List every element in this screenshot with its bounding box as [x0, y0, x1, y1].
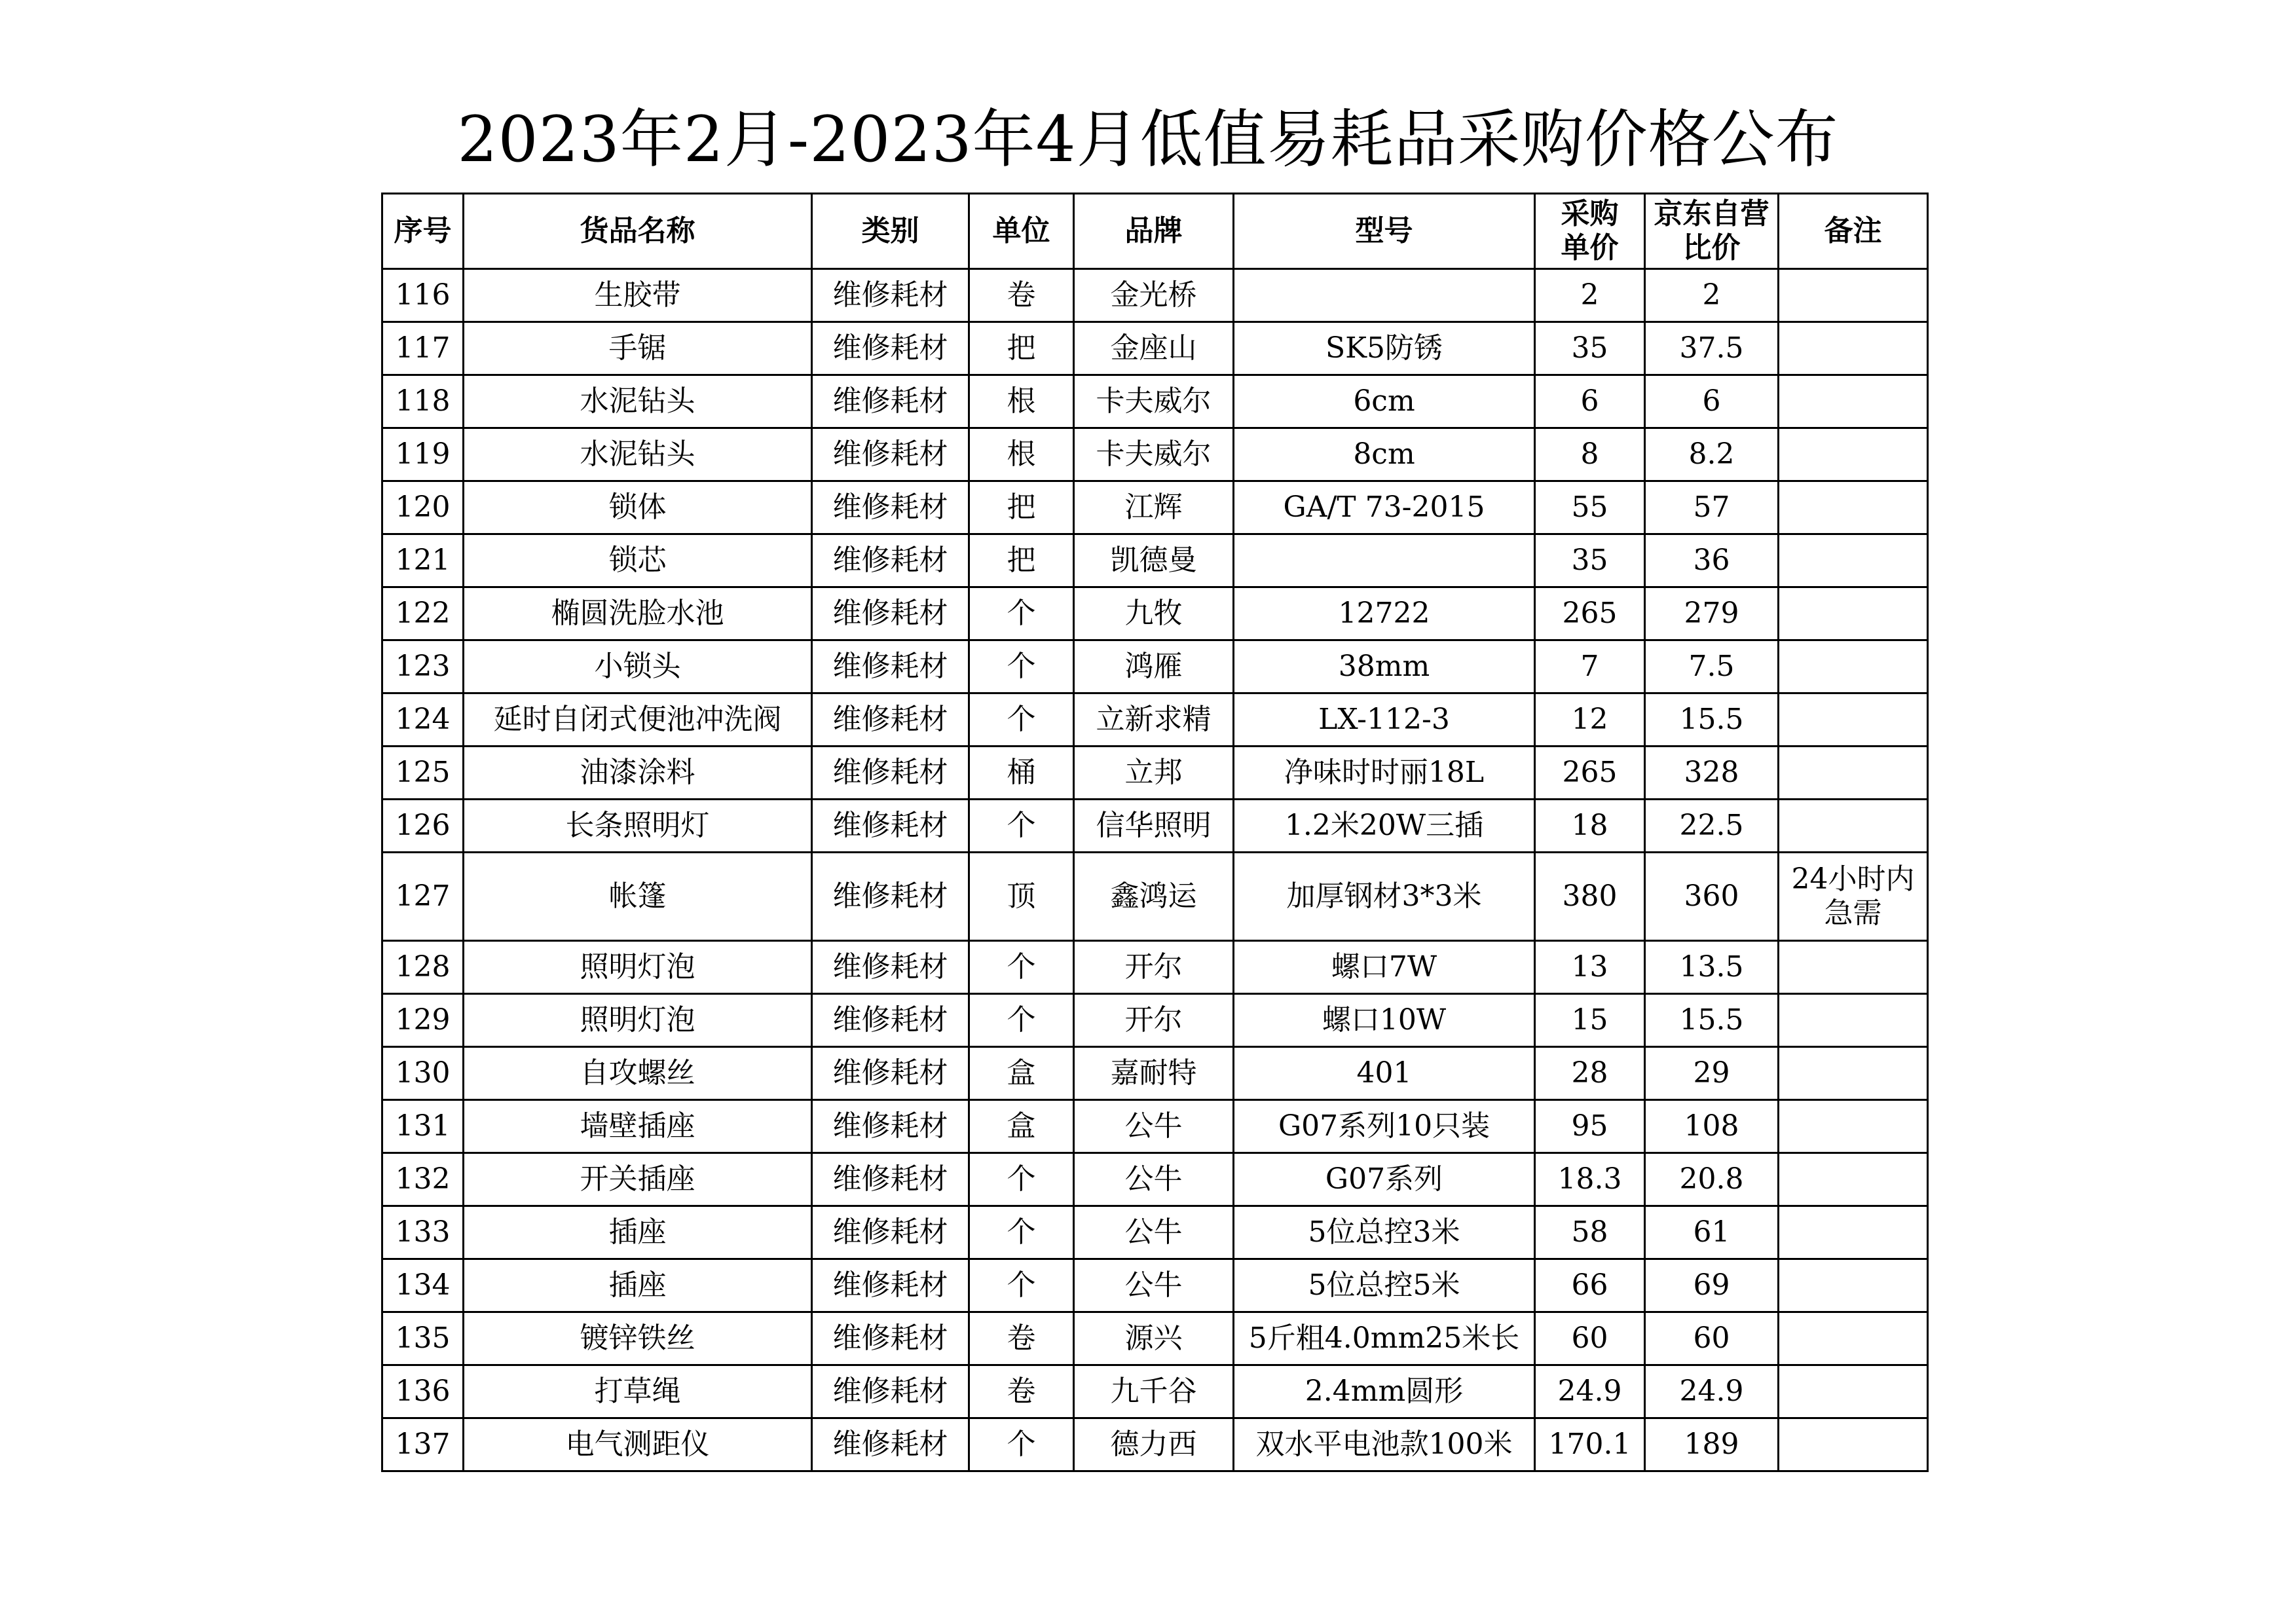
- cell-jd-price: 37.5: [1645, 322, 1779, 375]
- cell-category: 维修耗材: [812, 428, 969, 481]
- cell-brand: 九牧: [1074, 587, 1234, 640]
- cell-remark: [1779, 800, 1928, 853]
- table-row: [382, 853, 1928, 941]
- table-row: [382, 534, 1928, 587]
- cell-name: 小锁头: [464, 640, 812, 693]
- table-row: [382, 693, 1928, 747]
- cell-brand: 德力西: [1074, 1418, 1234, 1471]
- cell-purchase-price: 60: [1535, 1312, 1645, 1365]
- price-table: [381, 193, 1929, 1472]
- cell-remark: [1779, 375, 1928, 428]
- cell-unit: 个: [969, 1259, 1074, 1312]
- cell-remark: 24小时内急需: [1779, 853, 1928, 941]
- cell-jd-price: 15.5: [1645, 693, 1779, 747]
- table-row: [382, 747, 1928, 800]
- cell-remark: [1779, 994, 1928, 1047]
- cell-category: 维修耗材: [812, 1206, 969, 1259]
- header-purchase-price-line1: 采购: [1561, 197, 1619, 231]
- cell-category: 维修耗材: [812, 693, 969, 747]
- cell-purchase-price: 95: [1535, 1100, 1645, 1153]
- cell-remark: [1779, 941, 1928, 994]
- cell-model: 6cm: [1234, 375, 1535, 428]
- header-name: 货品名称: [464, 194, 812, 269]
- cell-name: 镀锌铁丝: [464, 1312, 812, 1365]
- cell-category: 维修耗材: [812, 640, 969, 693]
- cell-purchase-price: 170.1: [1535, 1418, 1645, 1471]
- cell-unit: 个: [969, 1418, 1074, 1471]
- cell-brand: 公牛: [1074, 1206, 1234, 1259]
- cell-category: 维修耗材: [812, 853, 969, 941]
- header-purchase-price-line2: 单价: [1561, 231, 1619, 265]
- cell-name: 照明灯泡: [464, 941, 812, 994]
- cell-name: 油漆涂料: [464, 747, 812, 800]
- cell-category: 维修耗材: [812, 534, 969, 587]
- cell-index: 122: [382, 587, 464, 640]
- cell-purchase-price: 66: [1535, 1259, 1645, 1312]
- cell-brand: 嘉耐特: [1074, 1047, 1234, 1100]
- cell-purchase-price: 24.9: [1535, 1365, 1645, 1418]
- header-unit: 单位: [969, 194, 1074, 269]
- cell-jd-price: 24.9: [1645, 1365, 1779, 1418]
- cell-brand: 立邦: [1074, 747, 1234, 800]
- cell-name: 手锯: [464, 322, 812, 375]
- cell-jd-price: 57: [1645, 481, 1779, 534]
- cell-jd-price: 360: [1645, 853, 1779, 941]
- cell-unit: 个: [969, 994, 1074, 1047]
- cell-unit: 个: [969, 1206, 1074, 1259]
- table-row: [382, 1153, 1928, 1206]
- cell-purchase-price: 18.3: [1535, 1153, 1645, 1206]
- cell-model: SK5防锈: [1234, 322, 1535, 375]
- table-row: [382, 587, 1928, 640]
- cell-unit: 个: [969, 587, 1074, 640]
- cell-jd-price: 8.2: [1645, 428, 1779, 481]
- cell-purchase-price: 265: [1535, 747, 1645, 800]
- cell-unit: 个: [969, 693, 1074, 747]
- cell-category: 维修耗材: [812, 1312, 969, 1365]
- cell-jd-price: 61: [1645, 1206, 1779, 1259]
- cell-category: 维修耗材: [812, 800, 969, 853]
- cell-remark: [1779, 1365, 1928, 1418]
- cell-jd-price: 279: [1645, 587, 1779, 640]
- header-purchase-price: [1535, 194, 1645, 269]
- cell-name: 椭圆洗脸水池: [464, 587, 812, 640]
- cell-name: 照明灯泡: [464, 994, 812, 1047]
- cell-purchase-price: 55: [1535, 481, 1645, 534]
- cell-name: 延时自闭式便池冲洗阀: [464, 693, 812, 747]
- cell-index: 135: [382, 1312, 464, 1365]
- cell-model: 螺口10W: [1234, 994, 1535, 1047]
- cell-purchase-price: 35: [1535, 534, 1645, 587]
- cell-model: 38mm: [1234, 640, 1535, 693]
- cell-purchase-price: 12: [1535, 693, 1645, 747]
- cell-jd-price: 2: [1645, 269, 1779, 322]
- cell-brand: 九千谷: [1074, 1365, 1234, 1418]
- cell-unit: 把: [969, 481, 1074, 534]
- cell-index: 126: [382, 800, 464, 853]
- cell-category: 维修耗材: [812, 1259, 969, 1312]
- cell-remark: [1779, 693, 1928, 747]
- cell-index: 134: [382, 1259, 464, 1312]
- header-category: 类别: [812, 194, 969, 269]
- table-row: [382, 800, 1928, 853]
- cell-unit: 卷: [969, 1365, 1074, 1418]
- cell-model: G07系列: [1234, 1153, 1535, 1206]
- cell-unit: 个: [969, 800, 1074, 853]
- cell-model: 2.4mm圆形: [1234, 1365, 1535, 1418]
- cell-brand: 卡夫威尔: [1074, 428, 1234, 481]
- cell-category: 维修耗材: [812, 747, 969, 800]
- cell-index: 121: [382, 534, 464, 587]
- cell-purchase-price: 2: [1535, 269, 1645, 322]
- cell-remark: [1779, 1312, 1928, 1365]
- cell-unit: 把: [969, 322, 1074, 375]
- header-jd-price-line1: 京东自营: [1654, 197, 1769, 231]
- cell-brand: 源兴: [1074, 1312, 1234, 1365]
- cell-brand: 凯德曼: [1074, 534, 1234, 587]
- cell-brand: 公牛: [1074, 1153, 1234, 1206]
- cell-unit: 把: [969, 534, 1074, 587]
- cell-category: 维修耗材: [812, 587, 969, 640]
- cell-index: 132: [382, 1153, 464, 1206]
- cell-model: 双水平电池款100米: [1234, 1418, 1535, 1471]
- cell-model: 12722: [1234, 587, 1535, 640]
- cell-name: 电气测距仪: [464, 1418, 812, 1471]
- cell-model: 5位总控5米: [1234, 1259, 1535, 1312]
- cell-category: 维修耗材: [812, 1365, 969, 1418]
- cell-brand: 金座山: [1074, 322, 1234, 375]
- cell-model: [1234, 269, 1535, 322]
- table-row: [382, 375, 1928, 428]
- table-row: [382, 1365, 1928, 1418]
- table-row: [382, 1206, 1928, 1259]
- cell-index: 125: [382, 747, 464, 800]
- cell-brand: 金光桥: [1074, 269, 1234, 322]
- cell-name: 墙壁插座: [464, 1100, 812, 1153]
- cell-index: 118: [382, 375, 464, 428]
- cell-jd-price: 36: [1645, 534, 1779, 587]
- cell-brand: 开尔: [1074, 941, 1234, 994]
- cell-brand: 卡夫威尔: [1074, 375, 1234, 428]
- cell-jd-price: 13.5: [1645, 941, 1779, 994]
- cell-model: 净味时时丽18L: [1234, 747, 1535, 800]
- cell-category: 维修耗材: [812, 1047, 969, 1100]
- cell-index: 130: [382, 1047, 464, 1100]
- cell-model: 螺口7W: [1234, 941, 1535, 994]
- cell-purchase-price: 13: [1535, 941, 1645, 994]
- cell-unit: 个: [969, 1153, 1074, 1206]
- cell-name: 插座: [464, 1259, 812, 1312]
- cell-unit: 桶: [969, 747, 1074, 800]
- cell-purchase-price: 7: [1535, 640, 1645, 693]
- table-row: [382, 322, 1928, 375]
- cell-purchase-price: 265: [1535, 587, 1645, 640]
- cell-category: 维修耗材: [812, 1100, 969, 1153]
- header-brand: 品牌: [1074, 194, 1234, 269]
- cell-name: 锁芯: [464, 534, 812, 587]
- cell-index: 128: [382, 941, 464, 994]
- cell-brand: 鸿雁: [1074, 640, 1234, 693]
- cell-model: 8cm: [1234, 428, 1535, 481]
- table-row: [382, 1100, 1928, 1153]
- header-jd-price: [1645, 194, 1779, 269]
- cell-model: G07系列10只装: [1234, 1100, 1535, 1153]
- cell-name: 插座: [464, 1206, 812, 1259]
- cell-jd-price: 15.5: [1645, 994, 1779, 1047]
- cell-remark: [1779, 747, 1928, 800]
- cell-index: 136: [382, 1365, 464, 1418]
- cell-remark: [1779, 1153, 1928, 1206]
- table-row: [382, 994, 1928, 1047]
- cell-name: 水泥钻头: [464, 428, 812, 481]
- cell-category: 维修耗材: [812, 994, 969, 1047]
- cell-category: 维修耗材: [812, 941, 969, 994]
- cell-unit: 个: [969, 640, 1074, 693]
- cell-index: 120: [382, 481, 464, 534]
- cell-name: 打草绳: [464, 1365, 812, 1418]
- cell-name: 帐篷: [464, 853, 812, 941]
- cell-name: 开关插座: [464, 1153, 812, 1206]
- cell-remark: [1779, 1418, 1928, 1471]
- header-index: 序号: [382, 194, 464, 269]
- cell-jd-price: 189: [1645, 1418, 1779, 1471]
- cell-category: 维修耗材: [812, 269, 969, 322]
- table-header-row: [382, 194, 1928, 269]
- cell-index: 129: [382, 994, 464, 1047]
- cell-unit: 卷: [969, 1312, 1074, 1365]
- cell-brand: 公牛: [1074, 1100, 1234, 1153]
- cell-remark: [1779, 1100, 1928, 1153]
- cell-index: 131: [382, 1100, 464, 1153]
- cell-brand: 公牛: [1074, 1259, 1234, 1312]
- cell-index: 119: [382, 428, 464, 481]
- cell-model: 5斤粗4.0mm25米长: [1234, 1312, 1535, 1365]
- cell-name: 生胶带: [464, 269, 812, 322]
- cell-remark: [1779, 428, 1928, 481]
- cell-remark: [1779, 587, 1928, 640]
- table-row: [382, 269, 1928, 322]
- cell-brand: 江辉: [1074, 481, 1234, 534]
- cell-unit: 顶: [969, 853, 1074, 941]
- cell-brand: 立新求精: [1074, 693, 1234, 747]
- cell-purchase-price: 380: [1535, 853, 1645, 941]
- cell-unit: 根: [969, 375, 1074, 428]
- header-remark: 备注: [1779, 194, 1928, 269]
- cell-jd-price: 69: [1645, 1259, 1779, 1312]
- cell-remark: [1779, 269, 1928, 322]
- table-row: [382, 428, 1928, 481]
- cell-name: 锁体: [464, 481, 812, 534]
- cell-unit: 卷: [969, 269, 1074, 322]
- cell-purchase-price: 28: [1535, 1047, 1645, 1100]
- table-row: [382, 941, 1928, 994]
- cell-brand: 开尔: [1074, 994, 1234, 1047]
- cell-remark: [1779, 481, 1928, 534]
- cell-purchase-price: 18: [1535, 800, 1645, 853]
- cell-unit: 个: [969, 941, 1074, 994]
- table-row: [382, 1418, 1928, 1471]
- cell-remark: [1779, 322, 1928, 375]
- cell-jd-price: 22.5: [1645, 800, 1779, 853]
- cell-category: 维修耗材: [812, 1153, 969, 1206]
- cell-name: 自攻螺丝: [464, 1047, 812, 1100]
- cell-model: 1.2米20W三插: [1234, 800, 1535, 853]
- cell-unit: 盒: [969, 1047, 1074, 1100]
- cell-jd-price: 60: [1645, 1312, 1779, 1365]
- cell-purchase-price: 8: [1535, 428, 1645, 481]
- cell-purchase-price: 6: [1535, 375, 1645, 428]
- cell-purchase-price: 58: [1535, 1206, 1645, 1259]
- cell-jd-price: 29: [1645, 1047, 1779, 1100]
- cell-index: 123: [382, 640, 464, 693]
- cell-jd-price: 20.8: [1645, 1153, 1779, 1206]
- cell-jd-price: 108: [1645, 1100, 1779, 1153]
- cell-index: 124: [382, 693, 464, 747]
- cell-remark: [1779, 1047, 1928, 1100]
- cell-remark: [1779, 534, 1928, 587]
- cell-jd-price: 328: [1645, 747, 1779, 800]
- table-body: [382, 269, 1928, 1471]
- cell-index: 133: [382, 1206, 464, 1259]
- cell-model: 加厚钢材3*3米: [1234, 853, 1535, 941]
- cell-remark: [1779, 1259, 1928, 1312]
- cell-brand: 信华照明: [1074, 800, 1234, 853]
- cell-model: 5位总控3米: [1234, 1206, 1535, 1259]
- cell-name: 长条照明灯: [464, 800, 812, 853]
- cell-purchase-price: 35: [1535, 322, 1645, 375]
- cell-remark: [1779, 1206, 1928, 1259]
- cell-model: LX-112-3: [1234, 693, 1535, 747]
- cell-unit: 根: [969, 428, 1074, 481]
- cell-category: 维修耗材: [812, 1418, 969, 1471]
- cell-index: 127: [382, 853, 464, 941]
- cell-category: 维修耗材: [812, 322, 969, 375]
- cell-index: 137: [382, 1418, 464, 1471]
- cell-purchase-price: 15: [1535, 994, 1645, 1047]
- cell-brand: 鑫鸿运: [1074, 853, 1234, 941]
- cell-index: 117: [382, 322, 464, 375]
- cell-model: [1234, 534, 1535, 587]
- table-row: [382, 1047, 1928, 1100]
- cell-category: 维修耗材: [812, 375, 969, 428]
- cell-jd-price: 7.5: [1645, 640, 1779, 693]
- cell-remark: [1779, 640, 1928, 693]
- cell-unit: 盒: [969, 1100, 1074, 1153]
- page-title: 2023年2月-2023年4月低值易耗品采购价格公布: [457, 103, 1839, 176]
- table-row: [382, 1312, 1928, 1365]
- header-jd-price-line2: 比价: [1682, 231, 1741, 265]
- table-row: [382, 1259, 1928, 1312]
- cell-index: 116: [382, 269, 464, 322]
- table-row: [382, 481, 1928, 534]
- cell-category: 维修耗材: [812, 481, 969, 534]
- cell-jd-price: 6: [1645, 375, 1779, 428]
- cell-name: 水泥钻头: [464, 375, 812, 428]
- header-model: 型号: [1234, 194, 1535, 269]
- cell-model: 401: [1234, 1047, 1535, 1100]
- cell-model: GA/T 73-2015: [1234, 481, 1535, 534]
- table-row: [382, 640, 1928, 693]
